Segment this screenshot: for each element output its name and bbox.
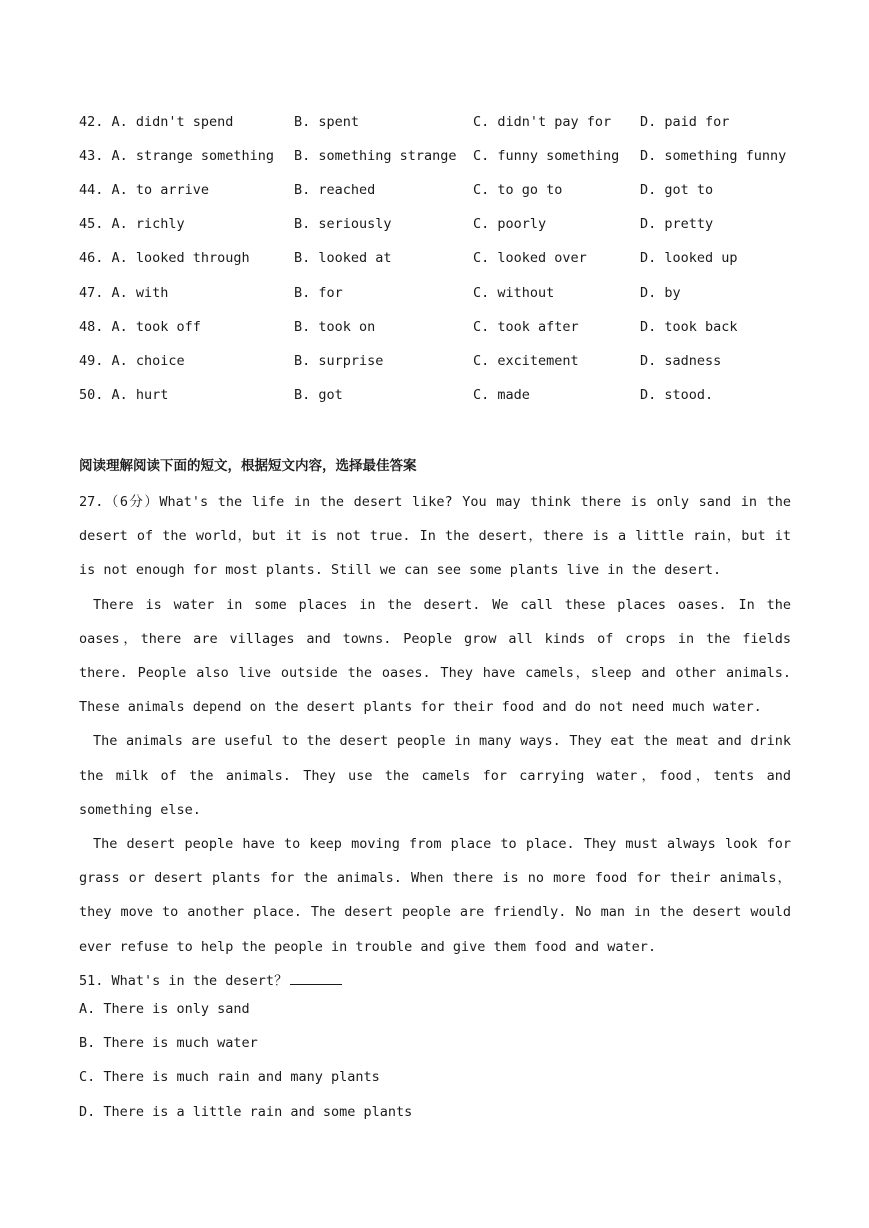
choice-a: A. There is only sand <box>79 1001 250 1017</box>
option-b: B. took on <box>294 319 376 335</box>
passage-paragraph: There is water in some places in the desert. We call these places oases. In the oases，there are villages and towns. People grow all kinds of crops in the fields there. People also live outside the oases. They have camels，sleep and other animals. These animals depend on the desert plants for their food and do not need much water. <box>79 596 791 716</box>
option-a: 42. A. didn't spend <box>79 114 234 130</box>
option-c: C. took after <box>473 319 579 335</box>
choice-b: B. There is much water <box>79 1035 258 1051</box>
option-c: C. without <box>473 285 555 301</box>
passage-paragraph: The desert people have to keep moving from place to place. They must always look for grass or desert plants for the animals. When there is no more food for their animals，they move to another place. The desert people are friendly. No man in the desert would ever refuse to help the people in trouble and give them food and water. <box>79 836 791 955</box>
option-b: B. something strange <box>294 148 457 164</box>
option-a: 50. A. hurt <box>79 387 169 403</box>
section-title: 阅读理解阅读下面的短文，根据短文内容，选择最佳答案 <box>79 458 417 474</box>
option-d: D. sadness <box>640 353 722 369</box>
option-a: 44. A. to arrive <box>79 182 210 198</box>
option-d: D. took back <box>640 319 738 335</box>
option-b: B. for <box>294 285 343 301</box>
option-row-45 <box>79 216 791 236</box>
option-b: B. seriously <box>294 216 392 232</box>
answer-blank <box>290 983 342 985</box>
option-d: D. stood. <box>640 387 714 403</box>
option-b: B. surprise <box>294 353 384 369</box>
option-row-43 <box>79 148 791 168</box>
option-c: C. looked over <box>473 250 587 266</box>
option-row-42 <box>79 114 791 134</box>
choice-c: C. There is much rain and many plants <box>79 1069 380 1085</box>
option-d: D. paid for <box>640 114 730 130</box>
option-c: C. poorly <box>473 216 547 232</box>
question-51 <box>79 964 342 998</box>
question-text: 51. What's in the desert？ <box>79 973 288 989</box>
option-b: B. looked at <box>294 250 392 266</box>
option-c: C. didn't pay for <box>473 114 612 130</box>
option-row-44 <box>79 182 791 202</box>
option-a: 46. A. looked through <box>79 250 250 266</box>
choice-d: D. There is a little rain and some plants <box>79 1104 413 1120</box>
option-b: B. spent <box>294 114 360 130</box>
option-a: 45. A. richly <box>79 216 185 232</box>
option-d: D. pretty <box>640 216 714 232</box>
option-c: C. excitement <box>473 353 579 369</box>
option-d: D. got to <box>640 182 714 198</box>
option-row-46 <box>79 250 791 270</box>
option-row-48 <box>79 319 791 339</box>
option-a: 47. A. with <box>79 285 169 301</box>
option-a: 48. A. took off <box>79 319 201 335</box>
option-c: C. to go to <box>473 182 563 198</box>
option-a: 49. A. choice <box>79 353 185 369</box>
option-c: C. funny something <box>473 148 620 164</box>
option-row-50 <box>79 387 791 407</box>
passage-paragraph: The animals are useful to the desert people in many ways. They eat the meat and drink the milk of the animals. They use the camels for carrying water，food，tents and something else. <box>79 733 791 818</box>
option-a: 43. A. strange something <box>79 148 275 164</box>
option-d: D. by <box>640 285 681 301</box>
passage-paragraph: 27.（6分）What's the life in the desert like? You may think there is only sand in the desert of the world，but it is not true. In the desert，there is a little rain，but it is not enough for most plants. Still we can see some plants live in the desert. <box>79 494 791 579</box>
option-row-47 <box>79 285 791 305</box>
reading-passage <box>79 485 791 964</box>
option-d: D. looked up <box>640 250 738 266</box>
option-d: D. something funny <box>640 148 787 164</box>
option-c: C. made <box>473 387 530 403</box>
option-row-49 <box>79 353 791 373</box>
option-b: B. got <box>294 387 343 403</box>
option-b: B. reached <box>294 182 376 198</box>
